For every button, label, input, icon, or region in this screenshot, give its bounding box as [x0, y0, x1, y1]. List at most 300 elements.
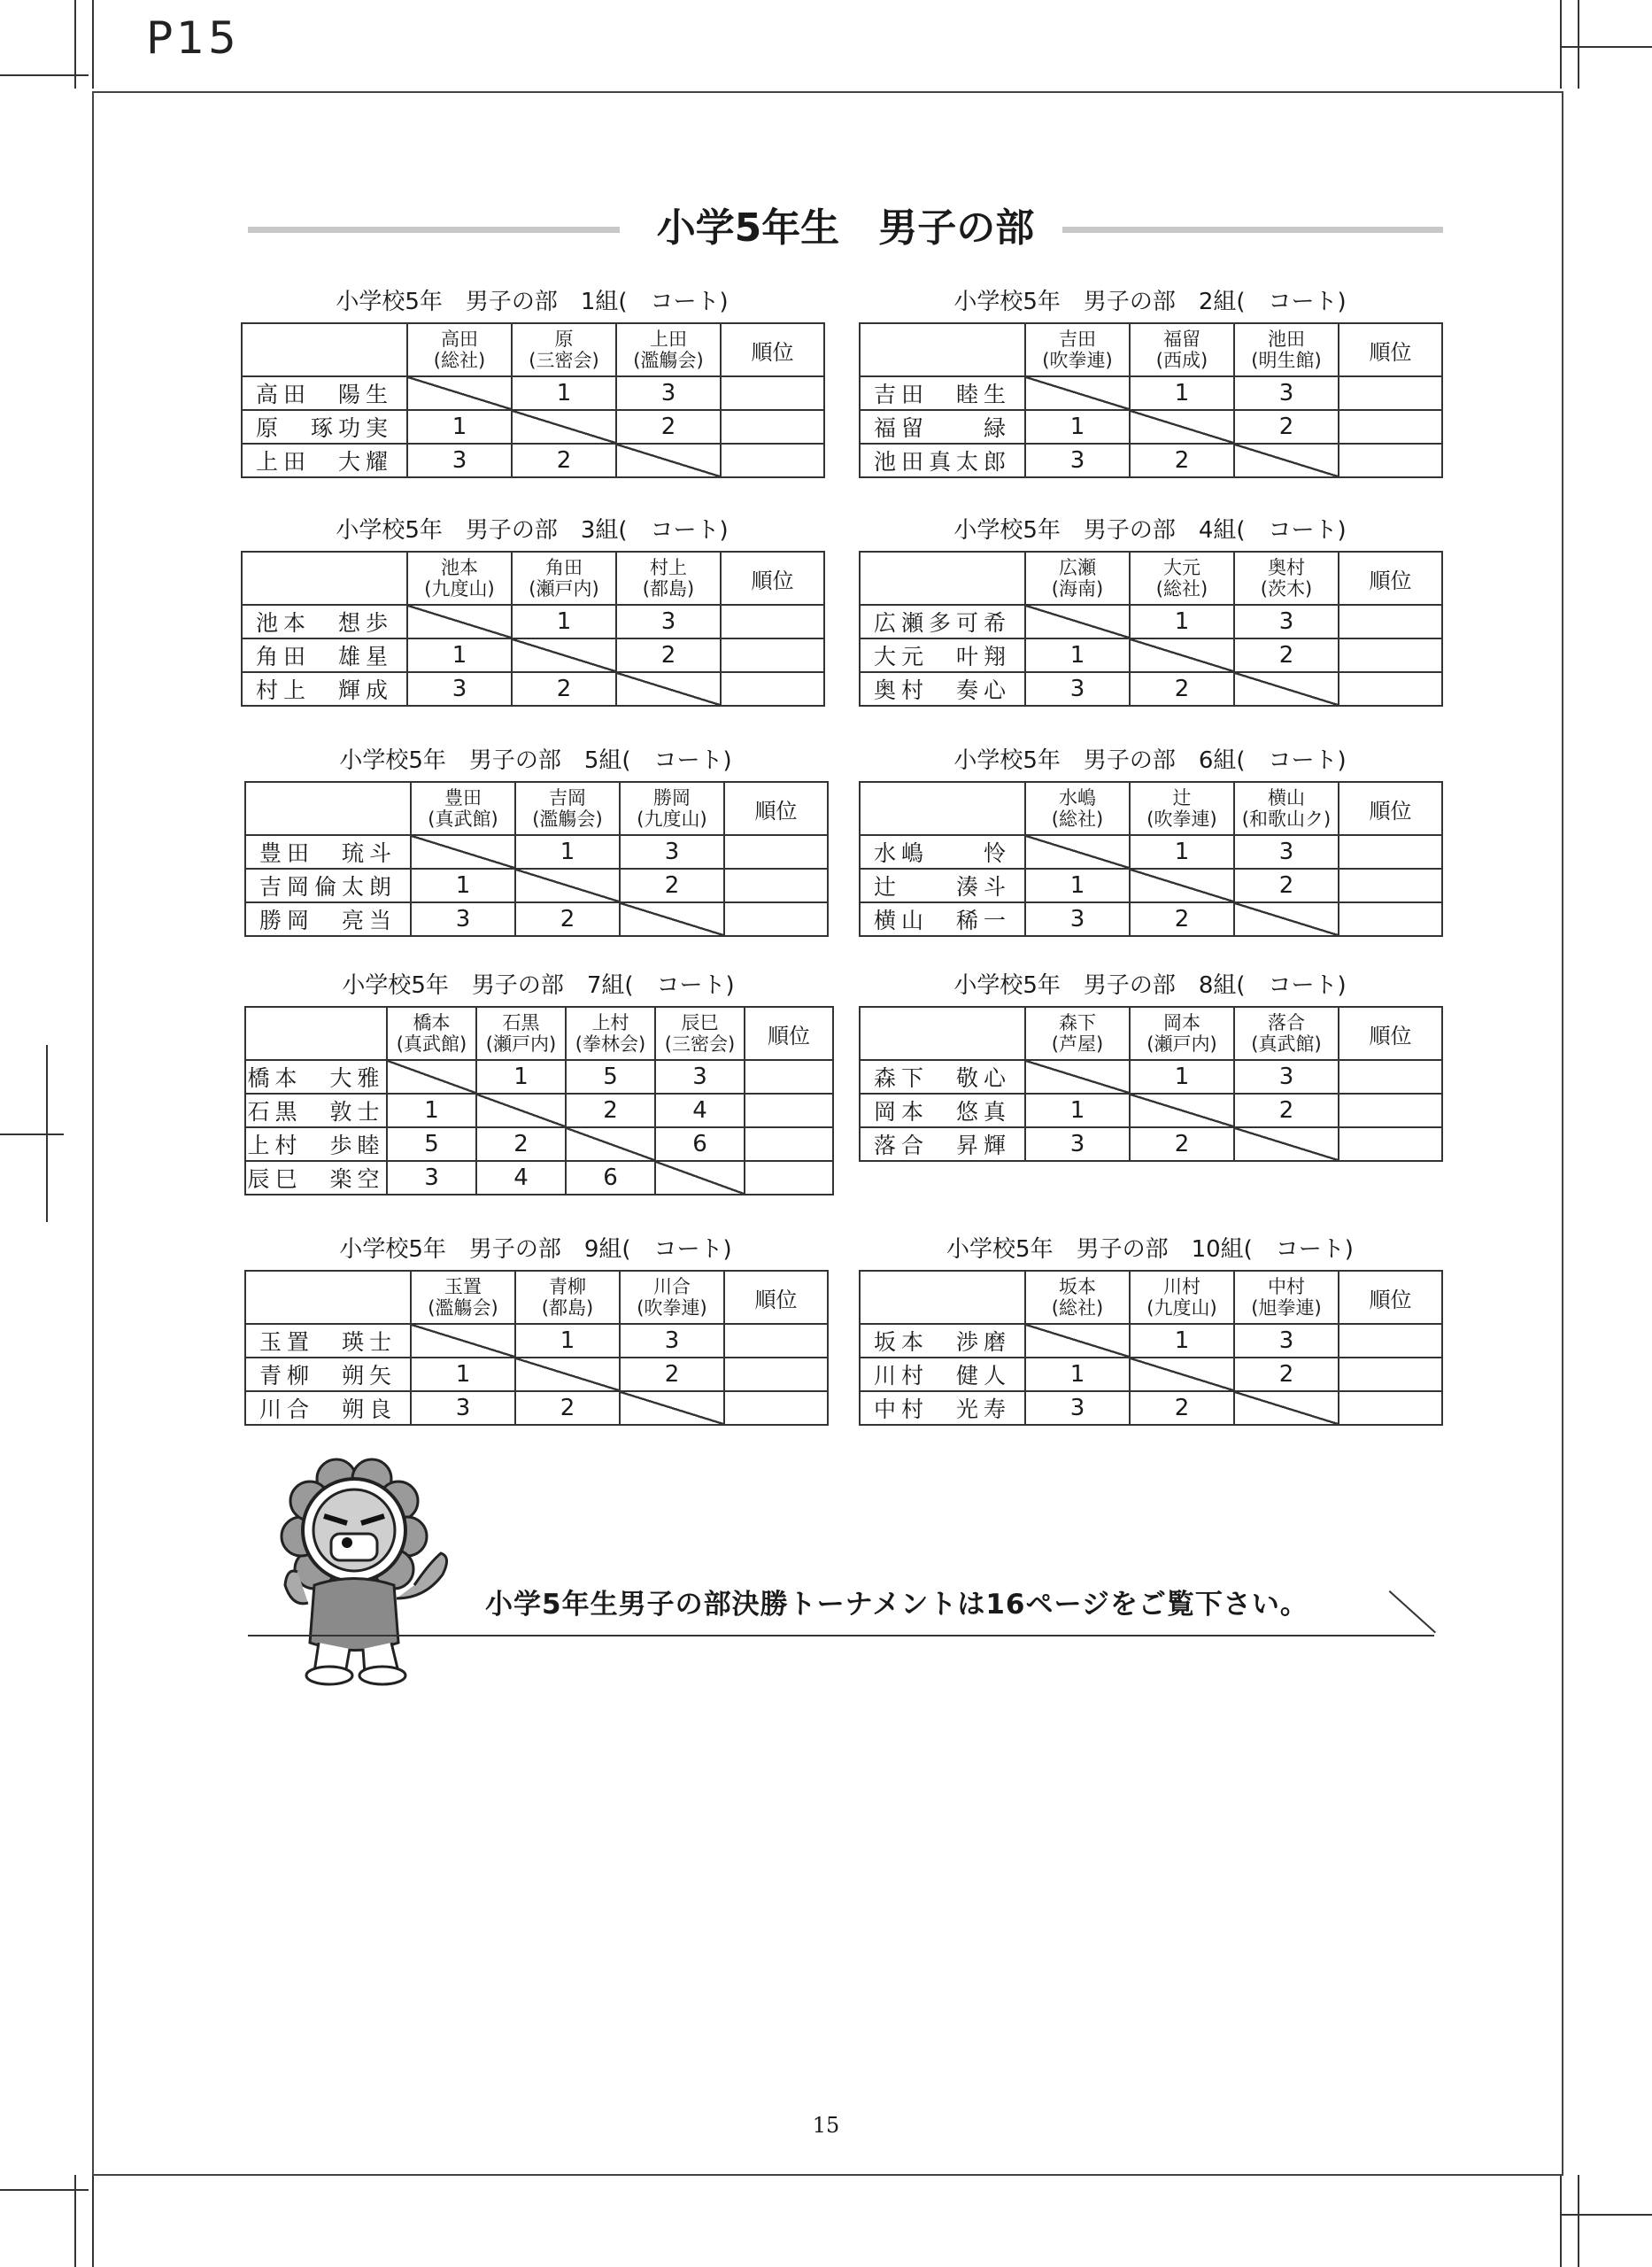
bout-order-cell: 3 — [616, 605, 721, 638]
bout-order-cell: 1 — [515, 1324, 620, 1358]
rank-header: 順位 — [724, 1271, 828, 1324]
table-row — [860, 869, 1442, 902]
bout-order-cell: 3 — [411, 902, 515, 936]
opponent-club: (九度山) — [637, 809, 707, 830]
bout-order-cell: 3 — [407, 444, 512, 477]
results-table — [859, 551, 1443, 707]
header-blank-cell — [242, 552, 407, 605]
bout-order-cell: 1 — [512, 605, 616, 638]
bout-order-cell: 3 — [1234, 1324, 1339, 1358]
group-title: 小学校5年 男子の部 1組( コート) — [336, 289, 729, 315]
opponent-header — [620, 782, 724, 835]
opponent-header — [407, 323, 512, 376]
rank-header: 順位 — [724, 782, 828, 835]
table-header-row — [245, 1007, 833, 1060]
header-blank-cell — [245, 782, 411, 835]
bout-order-cell: 1 — [512, 376, 616, 410]
rank-cell — [1339, 1060, 1442, 1094]
player-name: 坂本 渉磨 — [860, 1324, 1025, 1358]
self-match-cell — [411, 835, 515, 869]
rank-cell — [721, 638, 824, 672]
opponent-name: 大元 — [1163, 557, 1200, 578]
crop-mark — [0, 2189, 89, 2191]
opponent-club: (瀬戸内) — [529, 578, 599, 600]
group-title: 小学校5年 男子の部 8組( コート) — [953, 972, 1347, 999]
bout-order-cell: 2 — [620, 869, 724, 902]
rank-cell — [745, 1127, 833, 1161]
self-match-cell — [515, 1358, 620, 1391]
self-match-cell — [1130, 1358, 1234, 1391]
rank-cell — [1339, 1324, 1442, 1358]
table-row — [860, 1358, 1442, 1391]
opponent-name: 青柳 — [549, 1276, 586, 1297]
self-match-cell — [1025, 835, 1130, 869]
rank-cell — [724, 902, 828, 936]
bout-order-cell: 1 — [411, 1358, 515, 1391]
table-header-row — [242, 323, 824, 376]
opponent-name: 豊田 — [444, 787, 482, 809]
opponent-header — [1130, 552, 1234, 605]
self-match-cell — [616, 672, 721, 706]
bout-order-cell: 1 — [1025, 1358, 1130, 1391]
table-row — [860, 902, 1442, 936]
self-match-cell — [1234, 902, 1339, 936]
player-name: 辻 湊斗 — [860, 869, 1025, 902]
bout-order-cell: 1 — [1130, 1060, 1234, 1094]
self-match-cell — [411, 1324, 515, 1358]
bout-order-cell: 2 — [476, 1127, 566, 1161]
opponent-name: 高田 — [441, 329, 478, 350]
bout-order-cell: 3 — [616, 376, 721, 410]
results-table — [244, 1270, 829, 1426]
rank-cell — [724, 1324, 828, 1358]
table-row — [860, 638, 1442, 672]
rank-cell — [745, 1060, 833, 1094]
bout-order-cell: 3 — [407, 672, 512, 706]
bout-order-cell: 2 — [1130, 902, 1234, 936]
opponent-name: 吉田 — [1059, 329, 1096, 350]
opponent-club: (旭拳連) — [1251, 1297, 1322, 1319]
group-title: 小学校5年 男子の部 4組( コート) — [953, 517, 1347, 544]
opponent-name: 坂本 — [1059, 1276, 1096, 1297]
rank-header: 順位 — [721, 323, 824, 376]
table-row — [245, 835, 828, 869]
player-name: 角田 雄星 — [242, 638, 407, 672]
opponent-header — [1234, 782, 1339, 835]
rank-cell — [724, 869, 828, 902]
bout-order-cell: 4 — [476, 1161, 566, 1195]
opponent-name: 石黒 — [502, 1012, 540, 1033]
opponent-header — [515, 1271, 620, 1324]
player-name: 水嶋 怜 — [860, 835, 1025, 869]
opponent-header — [655, 1007, 745, 1060]
crop-mark — [0, 1134, 64, 1135]
player-name: 池田真太郎 — [860, 444, 1025, 477]
opponent-name: 奥村 — [1268, 557, 1305, 578]
opponent-header — [620, 1271, 724, 1324]
opponent-name: 池本 — [441, 557, 478, 578]
opponent-club: (総社) — [433, 350, 486, 371]
bout-order-cell: 1 — [1025, 410, 1130, 444]
table-row — [245, 1161, 833, 1195]
opponent-header — [616, 552, 721, 605]
table-row — [860, 605, 1442, 638]
crop-mark — [92, 0, 94, 89]
rank-header: 順位 — [721, 552, 824, 605]
opponent-name: 玉置 — [444, 1276, 482, 1297]
opponent-name: 落合 — [1268, 1012, 1305, 1033]
table-header-row — [242, 552, 824, 605]
opponent-header — [1234, 1271, 1339, 1324]
player-name: 玉置 瑛士 — [245, 1324, 411, 1358]
opponent-header — [1234, 323, 1339, 376]
bout-order-cell: 1 — [407, 638, 512, 672]
bout-order-cell: 2 — [1130, 1391, 1234, 1425]
opponent-header — [1130, 1007, 1234, 1060]
opponent-club: (濫觴会) — [633, 350, 704, 371]
group-title: 小学校5年 男子の部 3組( コート) — [336, 517, 729, 544]
opponent-name: 原 — [554, 329, 574, 350]
player-name: 川村 健人 — [860, 1358, 1025, 1391]
self-match-cell — [1234, 1391, 1339, 1425]
results-table — [241, 322, 825, 478]
rank-cell — [1339, 835, 1442, 869]
opponent-club: (九度山) — [1146, 1297, 1217, 1319]
bout-order-cell: 3 — [620, 1324, 724, 1358]
self-match-cell — [476, 1094, 566, 1127]
opponent-header — [411, 1271, 515, 1324]
crop-mark — [92, 2175, 94, 2267]
rank-header: 順位 — [1339, 782, 1442, 835]
self-match-cell — [1025, 605, 1130, 638]
bout-order-cell: 3 — [620, 835, 724, 869]
opponent-name: 橋本 — [413, 1012, 451, 1033]
group-title: 小学校5年 男子の部 7組( コート) — [342, 972, 735, 999]
opponent-name: 辻 — [1172, 787, 1192, 809]
opponent-name: 池田 — [1268, 329, 1305, 350]
table-header-row — [245, 1271, 828, 1324]
opponent-club: (吹拳連) — [1042, 350, 1113, 371]
self-match-cell — [407, 605, 512, 638]
results-table — [244, 781, 829, 937]
table-row — [860, 376, 1442, 410]
self-match-cell — [1130, 1094, 1234, 1127]
crop-mark — [1578, 0, 1579, 89]
header-blank-cell — [860, 1007, 1025, 1060]
table-row — [242, 638, 824, 672]
bout-order-cell: 3 — [387, 1161, 476, 1195]
player-name: 森下 敬心 — [860, 1060, 1025, 1094]
page-number: 15 — [812, 2113, 840, 2138]
opponent-header — [411, 782, 515, 835]
rank-cell — [1339, 376, 1442, 410]
note-underline — [248, 1635, 1434, 1636]
self-match-cell — [1025, 376, 1130, 410]
opponent-header — [616, 323, 721, 376]
bout-order-cell: 2 — [566, 1094, 655, 1127]
rank-cell — [1339, 869, 1442, 902]
opponent-name: 勝岡 — [653, 787, 691, 809]
bout-order-cell: 4 — [655, 1094, 745, 1127]
rank-cell — [1339, 410, 1442, 444]
player-name: 石黒 敦士 — [245, 1094, 387, 1127]
table-header-row — [860, 1271, 1442, 1324]
player-name: 高田 陽生 — [242, 376, 407, 410]
group-title: 小学校5年 男子の部 5組( コート) — [339, 747, 732, 774]
opponent-header — [512, 323, 616, 376]
opponent-club: (総社) — [1155, 578, 1208, 600]
opponent-club: (茨木) — [1260, 578, 1313, 600]
self-match-cell — [1130, 410, 1234, 444]
table-row — [245, 1060, 833, 1094]
bout-order-cell: 1 — [1025, 1094, 1130, 1127]
crop-mark — [0, 74, 89, 76]
opponent-club: (濫觴会) — [428, 1297, 498, 1319]
bout-order-cell: 1 — [476, 1060, 566, 1094]
bout-order-cell: 2 — [616, 410, 721, 444]
main-title: 小学5年生 男子の部 — [641, 205, 1051, 251]
opponent-header — [1130, 323, 1234, 376]
header-blank-cell — [242, 323, 407, 376]
player-name: 奥村 奏心 — [860, 672, 1025, 706]
table-row — [860, 835, 1442, 869]
self-match-cell — [620, 902, 724, 936]
opponent-club: (三密会) — [664, 1033, 736, 1055]
bout-order-cell: 3 — [655, 1060, 745, 1094]
rank-header: 順位 — [1339, 1271, 1442, 1324]
tournament-note: 小学5年生男子の部決勝トーナメントは16ページをご覧下さい。 — [485, 1589, 1308, 1621]
bout-order-cell: 2 — [1130, 1127, 1234, 1161]
opponent-club: (都島) — [642, 578, 695, 600]
player-name: 吉岡倫太朗 — [245, 869, 411, 902]
bout-order-cell: 1 — [515, 835, 620, 869]
player-name: 吉田 睦生 — [860, 376, 1025, 410]
table-row — [245, 1094, 833, 1127]
player-name: 岡本 悠真 — [860, 1094, 1025, 1127]
table-row — [242, 376, 824, 410]
opponent-name: 角田 — [545, 557, 583, 578]
opponent-club: (瀬戸内) — [1146, 1033, 1217, 1055]
opponent-name: 村上 — [650, 557, 687, 578]
self-match-cell — [512, 638, 616, 672]
opponent-header — [1130, 1271, 1234, 1324]
bout-order-cell: 3 — [1025, 902, 1130, 936]
table-row — [860, 1127, 1442, 1161]
bout-order-cell: 3 — [1025, 1127, 1130, 1161]
table-header-row — [860, 323, 1442, 376]
rank-header: 順位 — [1339, 323, 1442, 376]
results-table — [859, 781, 1443, 937]
rank-header: 順位 — [1339, 552, 1442, 605]
rank-cell — [721, 376, 824, 410]
group-title: 小学校5年 男子の部 9組( コート) — [339, 1236, 732, 1263]
bout-order-cell: 1 — [407, 410, 512, 444]
opponent-club: (明生館) — [1251, 350, 1322, 371]
table-header-row — [860, 1007, 1442, 1060]
rank-cell — [724, 835, 828, 869]
rank-cell — [1339, 1094, 1442, 1127]
results-table — [244, 1006, 834, 1195]
rank-cell — [1339, 1358, 1442, 1391]
player-name: 辰巳 楽空 — [245, 1161, 387, 1195]
bout-order-cell: 2 — [616, 638, 721, 672]
opponent-name: 川村 — [1163, 1276, 1200, 1297]
bout-order-cell: 5 — [387, 1127, 476, 1161]
opponent-header — [515, 782, 620, 835]
self-match-cell — [1130, 869, 1234, 902]
player-name: 原 琢功実 — [242, 410, 407, 444]
opponent-club: (西成) — [1155, 350, 1208, 371]
results-table — [859, 1270, 1443, 1426]
rank-header: 順位 — [1339, 1007, 1442, 1060]
player-name: 村上 輝成 — [242, 672, 407, 706]
rank-header: 順位 — [745, 1007, 833, 1060]
opponent-club: (瀬戸内) — [485, 1033, 557, 1055]
self-match-cell — [1234, 444, 1339, 477]
player-name: 上田 大耀 — [242, 444, 407, 477]
rank-cell — [721, 444, 824, 477]
opponent-club: (三密会) — [529, 350, 599, 371]
table-row — [245, 1358, 828, 1391]
opponent-header — [1130, 782, 1234, 835]
bout-order-cell: 1 — [387, 1094, 476, 1127]
crop-mark — [1578, 2175, 1579, 2267]
bout-order-cell: 2 — [512, 672, 616, 706]
player-name: 広瀬多可希 — [860, 605, 1025, 638]
opponent-header — [1025, 782, 1130, 835]
bout-order-cell: 2 — [1234, 410, 1339, 444]
opponent-header — [1025, 1007, 1130, 1060]
table-row — [242, 410, 824, 444]
opponent-club: (九度山) — [424, 578, 495, 600]
opponent-name: 上田 — [650, 329, 687, 350]
opponent-name: 福留 — [1163, 329, 1200, 350]
self-match-cell — [407, 376, 512, 410]
self-match-cell — [1025, 1060, 1130, 1094]
opponent-club: (総社) — [1051, 809, 1104, 830]
rank-cell — [1339, 1127, 1442, 1161]
self-match-cell — [1025, 1324, 1130, 1358]
opponent-club: (総社) — [1051, 1297, 1104, 1319]
bout-order-cell: 3 — [1234, 376, 1339, 410]
rank-cell — [1339, 638, 1442, 672]
self-match-cell — [566, 1127, 655, 1161]
bout-order-cell: 1 — [1130, 605, 1234, 638]
bout-order-cell: 6 — [566, 1161, 655, 1195]
self-match-cell — [1130, 638, 1234, 672]
opponent-header — [1025, 552, 1130, 605]
rank-cell — [721, 605, 824, 638]
header-blank-cell — [860, 552, 1025, 605]
crop-mark — [1560, 2214, 1652, 2216]
opponent-club: (真武館) — [1251, 1033, 1322, 1055]
opponent-name: 広瀬 — [1059, 557, 1096, 578]
self-match-cell — [515, 869, 620, 902]
player-name: 橋本 大雅 — [245, 1060, 387, 1094]
rank-cell — [1339, 672, 1442, 706]
opponent-header — [1025, 323, 1130, 376]
main-title-block — [248, 202, 1443, 255]
player-name: 福留 緑 — [860, 410, 1025, 444]
page-label: P15 — [146, 12, 240, 64]
opponent-header — [476, 1007, 566, 1060]
opponent-name: 中村 — [1268, 1276, 1305, 1297]
rank-cell — [724, 1391, 828, 1425]
player-name: 中村 光寿 — [860, 1391, 1025, 1425]
bout-order-cell: 3 — [1025, 444, 1130, 477]
group-title: 小学校5年 男子の部 6組( コート) — [953, 747, 1347, 774]
results-table — [859, 322, 1443, 478]
table-row — [860, 410, 1442, 444]
rank-cell — [721, 672, 824, 706]
header-blank-cell — [860, 782, 1025, 835]
table-row — [860, 444, 1442, 477]
self-match-cell — [620, 1391, 724, 1425]
bout-order-cell: 2 — [515, 1391, 620, 1425]
table-header-row — [245, 782, 828, 835]
self-match-cell — [655, 1161, 745, 1195]
opponent-club: (吹拳連) — [1146, 809, 1217, 830]
group-title: 小学校5年 男子の部 2組( コート) — [953, 289, 1347, 315]
bout-order-cell: 3 — [1234, 605, 1339, 638]
player-name: 横山 稀一 — [860, 902, 1025, 936]
self-match-cell — [512, 410, 616, 444]
mascot-illustration — [266, 1452, 469, 1691]
bout-order-cell: 1 — [1130, 376, 1234, 410]
table-row — [245, 902, 828, 936]
bout-order-cell: 3 — [1234, 1060, 1339, 1094]
opponent-header — [566, 1007, 655, 1060]
crop-mark — [1560, 2175, 1562, 2267]
header-blank-cell — [245, 1007, 387, 1060]
opponent-club: (真武館) — [428, 809, 498, 830]
crop-mark — [1560, 46, 1652, 48]
bout-order-cell: 3 — [1234, 835, 1339, 869]
opponent-header — [407, 552, 512, 605]
crop-mark — [1560, 0, 1562, 89]
opponent-name: 森下 — [1059, 1012, 1096, 1033]
bout-order-cell: 2 — [1234, 638, 1339, 672]
opponent-club: (都島) — [541, 1297, 594, 1319]
table-header-row — [860, 782, 1442, 835]
opponent-name: 水嶋 — [1059, 787, 1096, 809]
bout-order-cell: 2 — [620, 1358, 724, 1391]
table-row — [860, 1060, 1442, 1094]
bout-order-cell: 2 — [512, 444, 616, 477]
group-title: 小学校5年 男子の部 10組( コート) — [946, 1236, 1354, 1263]
table-row — [242, 605, 824, 638]
opponent-name: 横山 — [1268, 787, 1305, 809]
self-match-cell — [1234, 672, 1339, 706]
table-row — [245, 869, 828, 902]
rank-cell — [745, 1161, 833, 1195]
opponent-header — [1234, 552, 1339, 605]
player-name: 豊田 琉斗 — [245, 835, 411, 869]
table-row — [860, 672, 1442, 706]
opponent-club: (濫觴会) — [532, 809, 603, 830]
bout-order-cell: 3 — [1025, 1391, 1130, 1425]
header-blank-cell — [860, 323, 1025, 376]
opponent-name: 吉岡 — [549, 787, 586, 809]
bout-order-cell: 2 — [1234, 869, 1339, 902]
bout-order-cell: 1 — [1130, 835, 1234, 869]
rank-cell — [1339, 902, 1442, 936]
opponent-name: 辰巳 — [681, 1012, 719, 1033]
rank-cell — [745, 1094, 833, 1127]
player-name: 川合 朔良 — [245, 1391, 411, 1425]
table-header-row — [860, 552, 1442, 605]
table-row — [245, 1127, 833, 1161]
